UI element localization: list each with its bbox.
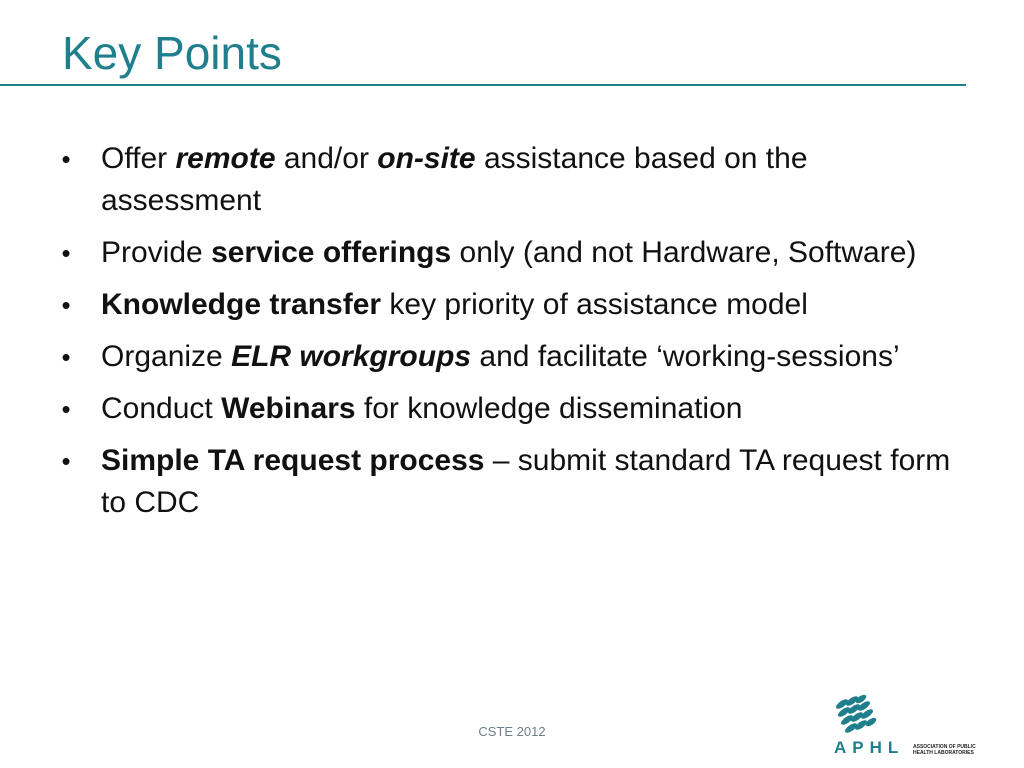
- bullet-dot-icon: •: [61, 290, 71, 320]
- bullet-item: [56, 440, 956, 524]
- bullet-text-segment: Conduct: [101, 392, 222, 425]
- logo-subtitle: ASSOCIATION OF PUBLIC HEALTH LABORATORIES: [913, 744, 976, 756]
- bullet-text-segment: Organize: [101, 340, 232, 373]
- bullet-list: [56, 138, 956, 534]
- bullet-text-segment: Provide: [101, 236, 212, 269]
- bullet-text-segment: on-site: [377, 142, 476, 175]
- bullet-text-segment: assistance based on the assessment: [101, 142, 808, 217]
- bullet-item: [56, 138, 956, 222]
- bullet-text-segment: only (and not Hardware, Software): [451, 236, 917, 269]
- bullet-text-segment: Knowledge transfer: [101, 288, 382, 321]
- bullet-item: [56, 284, 956, 326]
- bullet-text-segment: Simple TA request process: [101, 444, 485, 477]
- bullet-text-segment: remote: [175, 142, 276, 175]
- bullet-dot-icon: •: [61, 446, 71, 476]
- bullet-text-segment: and facilitate ‘working-sessions’: [471, 340, 900, 373]
- footer-text: CSTE 2012: [478, 724, 546, 739]
- logo-name: APHL: [834, 738, 905, 757]
- bullet-item: [56, 232, 956, 274]
- bullet-dot-icon: •: [61, 342, 71, 372]
- slide-title: Key Points: [62, 27, 282, 79]
- bullet-item: [56, 336, 956, 378]
- bullet-text-segment: key priority of assistance model: [381, 288, 808, 321]
- bullet-text-segment: – submit standard TA request form to CDC: [101, 444, 951, 519]
- bullet-text-segment: Webinars: [221, 392, 356, 425]
- title-divider: [0, 84, 966, 86]
- bullet-text-segment: for knowledge dissemination: [355, 392, 743, 425]
- bullet-text-segment: Offer: [101, 142, 176, 175]
- bullet-text-segment: ELR workgroups: [231, 340, 472, 373]
- bullet-dot-icon: •: [61, 238, 71, 268]
- bullet-text-segment: and/or: [275, 142, 378, 175]
- bullet-item: [56, 388, 956, 430]
- bullet-dot-icon: •: [61, 144, 71, 174]
- bullet-dot-icon: •: [61, 394, 71, 424]
- bullet-text-segment: service offerings: [211, 236, 452, 269]
